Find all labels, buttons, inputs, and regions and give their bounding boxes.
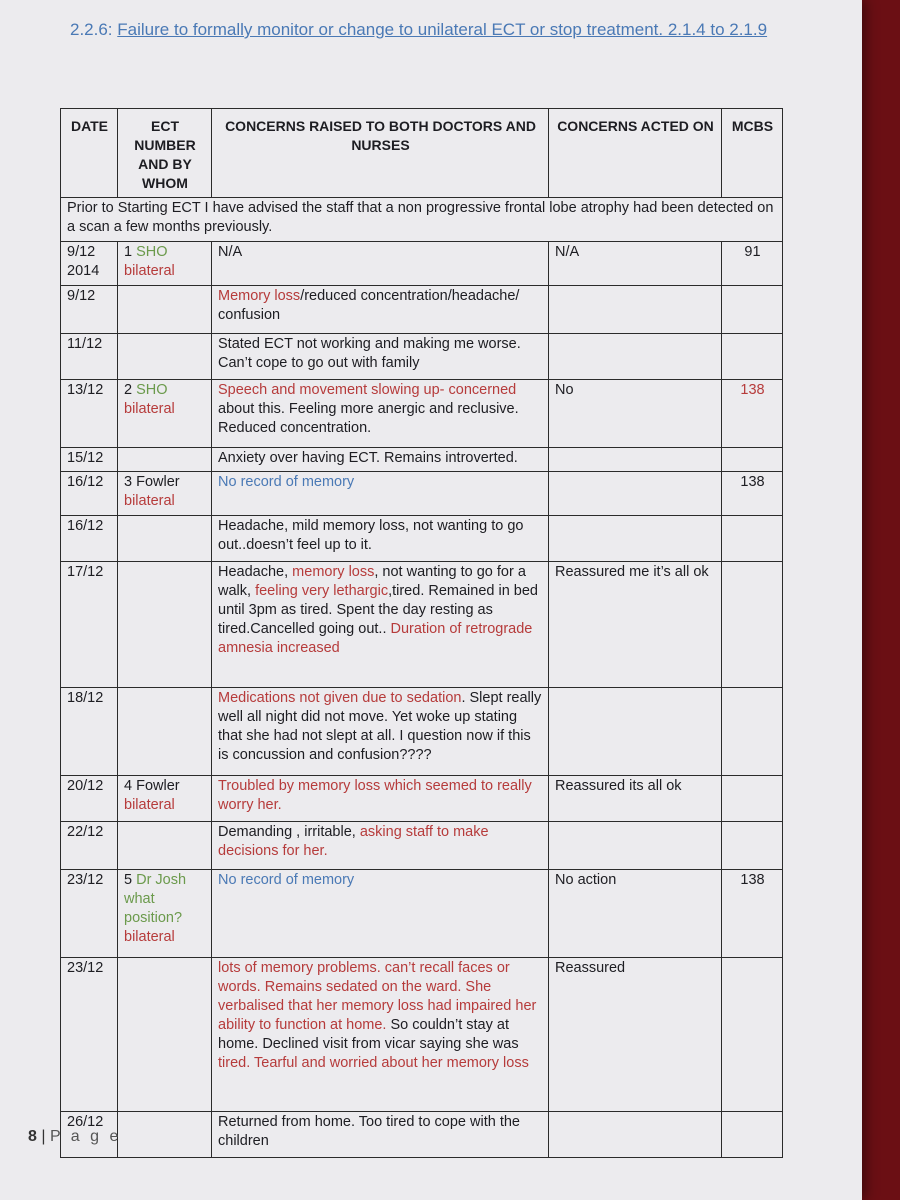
concerns-cell xyxy=(212,562,549,688)
table-row xyxy=(61,822,783,870)
ect-segment: bilateral xyxy=(124,929,175,945)
concerns-cell xyxy=(212,776,549,822)
date-cell: 26/12 xyxy=(61,1112,118,1158)
ect-segment: SHO xyxy=(136,244,168,260)
concern-segment: Medications not given due to sedation xyxy=(218,690,462,706)
concerns-cell xyxy=(212,334,549,380)
table-row xyxy=(61,448,783,472)
ect-number-cell xyxy=(118,448,212,472)
ect-number-cell xyxy=(118,380,212,448)
mcbs-cell xyxy=(722,334,783,380)
table-row xyxy=(61,516,783,562)
concern-segment: . Slept really well all night did not move. Yet woke up stating that she had not slept at all. I question now if this is concussion and confusion???? xyxy=(218,690,542,763)
concern-segment: Anxiety over having ECT. Remains introverted. xyxy=(218,450,518,466)
concern-segment: asking staff to make decisions for her. xyxy=(218,824,489,859)
concern-segment: No record of memory xyxy=(218,872,355,888)
concern-segment: Headache, xyxy=(218,564,293,580)
concerns-cell xyxy=(212,958,549,1112)
ect-segment: 3 Fowler xyxy=(124,474,180,490)
ect-segment: 5 xyxy=(124,872,137,888)
intro-note: Prior to Starting ECT I have advised the staff that a non progressive frontal lobe atrophy had been detected on a scan a few months previously. xyxy=(61,198,783,242)
page-footer xyxy=(28,1128,121,1146)
ect-segment: bilateral xyxy=(124,401,175,417)
concern-segment: Stated ECT not working and making me worse. Can’t cope to go out with family xyxy=(218,336,521,371)
date-cell: 9/12 2014 xyxy=(61,242,118,286)
header-ect-number: ECT NUMBER AND BY WHOM xyxy=(118,109,212,198)
acted-on-cell: N/A xyxy=(549,242,722,286)
table-row xyxy=(61,286,783,334)
concern-segment: Returned from home. Too tired to cope with the children xyxy=(218,1114,520,1149)
concerns-cell xyxy=(212,822,549,870)
concerns-cell xyxy=(212,448,549,472)
ect-segment: SHO xyxy=(136,382,168,398)
page-number: 8 xyxy=(28,1128,37,1145)
header-concerns-acted-on: CONCERNS ACTED ON xyxy=(549,109,722,198)
concern-segment: Troubled by memory loss which seemed to really worry her. xyxy=(218,778,532,813)
concern-segment: No record of memory xyxy=(218,474,355,490)
table-row xyxy=(61,562,783,688)
acted-on-cell: Reassured its all ok xyxy=(549,776,722,822)
concerns-cell xyxy=(212,516,549,562)
mcbs-cell xyxy=(722,516,783,562)
concern-segment: tired. Tearful and worried about her memory loss xyxy=(218,1055,529,1071)
ect-concerns-table xyxy=(60,108,783,1158)
intro-row xyxy=(61,198,783,242)
section-heading xyxy=(70,18,770,42)
mcbs-cell xyxy=(722,562,783,688)
ect-segment: 2 xyxy=(124,382,137,398)
concern-segment: /reduced concentration/headache/ confusion xyxy=(218,288,520,323)
acted-on-cell xyxy=(549,472,722,516)
ect-number-cell xyxy=(118,334,212,380)
concern-segment: about this. Feeling more anergic and reclusive. Reduced concentration. xyxy=(218,401,519,436)
ect-number-cell xyxy=(118,516,212,562)
mcbs-cell xyxy=(722,822,783,870)
table-row xyxy=(61,380,783,448)
ect-number-cell xyxy=(118,776,212,822)
table-row xyxy=(61,472,783,516)
acted-on-cell: No xyxy=(549,380,722,448)
date-cell: 9/12 xyxy=(61,286,118,334)
concern-segment: Headache, mild memory loss, not wanting to go out..doesn’t feel up to it. xyxy=(218,518,524,553)
acted-on-cell xyxy=(549,448,722,472)
concerns-cell xyxy=(212,286,549,334)
concerns-cell xyxy=(212,688,549,776)
table-row xyxy=(61,334,783,380)
ect-segment: 1 xyxy=(124,244,137,260)
mcbs-cell xyxy=(722,448,783,472)
concerns-cell xyxy=(212,870,549,958)
concerns-cell xyxy=(212,242,549,286)
section-title-link[interactable]: Failure to formally monitor or change to unilateral ECT or stop treatment. 2.1.4 to 2.1.9 xyxy=(117,20,768,39)
date-cell: 16/12 xyxy=(61,472,118,516)
ect-number-cell xyxy=(118,242,212,286)
concern-segment: lots of memory problems. can’t recall faces or words. Remains sedated on the ward. She verbalised that her memory loss had impaired her ability to function at home. xyxy=(218,960,537,1033)
ect-segment: bilateral xyxy=(124,263,175,279)
ect-number-cell xyxy=(118,286,212,334)
mcbs-cell: 91 xyxy=(722,242,783,286)
concern-segment: ,tired. Remained in bed until 3pm as tired. Spent the day resting as tired.Cancelled going out.. xyxy=(218,583,538,637)
mcbs-cell: 138 xyxy=(722,380,783,448)
ect-number-cell xyxy=(118,688,212,776)
acted-on-cell xyxy=(549,334,722,380)
concerns-cell xyxy=(212,472,549,516)
table-row xyxy=(61,776,783,822)
concerns-cell xyxy=(212,1112,549,1158)
ect-segment: Dr Josh what position? xyxy=(124,872,187,926)
acted-on-cell: No action xyxy=(549,870,722,958)
date-cell: 11/12 xyxy=(61,334,118,380)
acted-on-cell: Reassured xyxy=(549,958,722,1112)
concerns-cell xyxy=(212,380,549,448)
acted-on-cell: Reassured me it’s all ok xyxy=(549,562,722,688)
concern-segment: , not wanting to go for a walk, xyxy=(218,564,526,599)
mcbs-cell xyxy=(722,688,783,776)
page-label: P a g e xyxy=(49,1128,122,1145)
table-row xyxy=(61,1112,783,1158)
ect-segment: bilateral xyxy=(124,797,175,813)
ect-number-cell xyxy=(118,870,212,958)
concern-segment: memory loss xyxy=(292,564,375,580)
concern-segment: N/A xyxy=(218,244,243,260)
table-header-row xyxy=(61,109,783,198)
concern-segment: Demanding , irritable, xyxy=(218,824,360,840)
table-row xyxy=(61,958,783,1112)
acted-on-cell xyxy=(549,1112,722,1158)
concern-segment: Duration of retrograde amnesia increased xyxy=(218,621,533,656)
ect-number-cell xyxy=(118,562,212,688)
ect-number-cell xyxy=(118,822,212,870)
mcbs-cell: 138 xyxy=(722,870,783,958)
table-row xyxy=(61,870,783,958)
mcbs-cell xyxy=(722,1112,783,1158)
concern-segment: Memory loss xyxy=(218,288,301,304)
acted-on-cell xyxy=(549,286,722,334)
date-cell: 15/12 xyxy=(61,448,118,472)
table-row xyxy=(61,688,783,776)
date-cell: 22/12 xyxy=(61,822,118,870)
date-cell: 17/12 xyxy=(61,562,118,688)
concern-segment: Speech and movement slowing up- concerned xyxy=(218,382,517,398)
header-date: DATE xyxy=(61,109,118,198)
date-cell: 13/12 xyxy=(61,380,118,448)
acted-on-cell xyxy=(549,688,722,776)
concern-segment: feeling very lethargic xyxy=(255,583,389,599)
section-number: 2.2.6: xyxy=(70,20,113,39)
acted-on-cell xyxy=(549,822,722,870)
ect-segment: bilateral xyxy=(124,493,175,509)
date-cell: 23/12 xyxy=(61,958,118,1112)
mcbs-cell: 138 xyxy=(722,472,783,516)
ect-number-cell xyxy=(118,472,212,516)
date-cell: 18/12 xyxy=(61,688,118,776)
header-mcbs: MCBS xyxy=(722,109,783,198)
acted-on-cell xyxy=(549,516,722,562)
date-cell: 20/12 xyxy=(61,776,118,822)
mcbs-cell xyxy=(722,776,783,822)
concern-segment: So couldn’t stay at home. Declined visit from vicar saying she was xyxy=(218,1017,519,1052)
footer-separator: | xyxy=(41,1128,46,1145)
ect-number-cell xyxy=(118,1112,212,1158)
header-concerns-raised: CONCERNS RAISED TO BOTH DOCTORS AND NURSES xyxy=(212,109,549,198)
table-row xyxy=(61,242,783,286)
mcbs-cell xyxy=(722,286,783,334)
date-cell: 16/12 xyxy=(61,516,118,562)
date-cell: 23/12 xyxy=(61,870,118,958)
mcbs-cell xyxy=(722,958,783,1112)
ect-number-cell xyxy=(118,958,212,1112)
ect-segment: 4 Fowler xyxy=(124,778,180,794)
